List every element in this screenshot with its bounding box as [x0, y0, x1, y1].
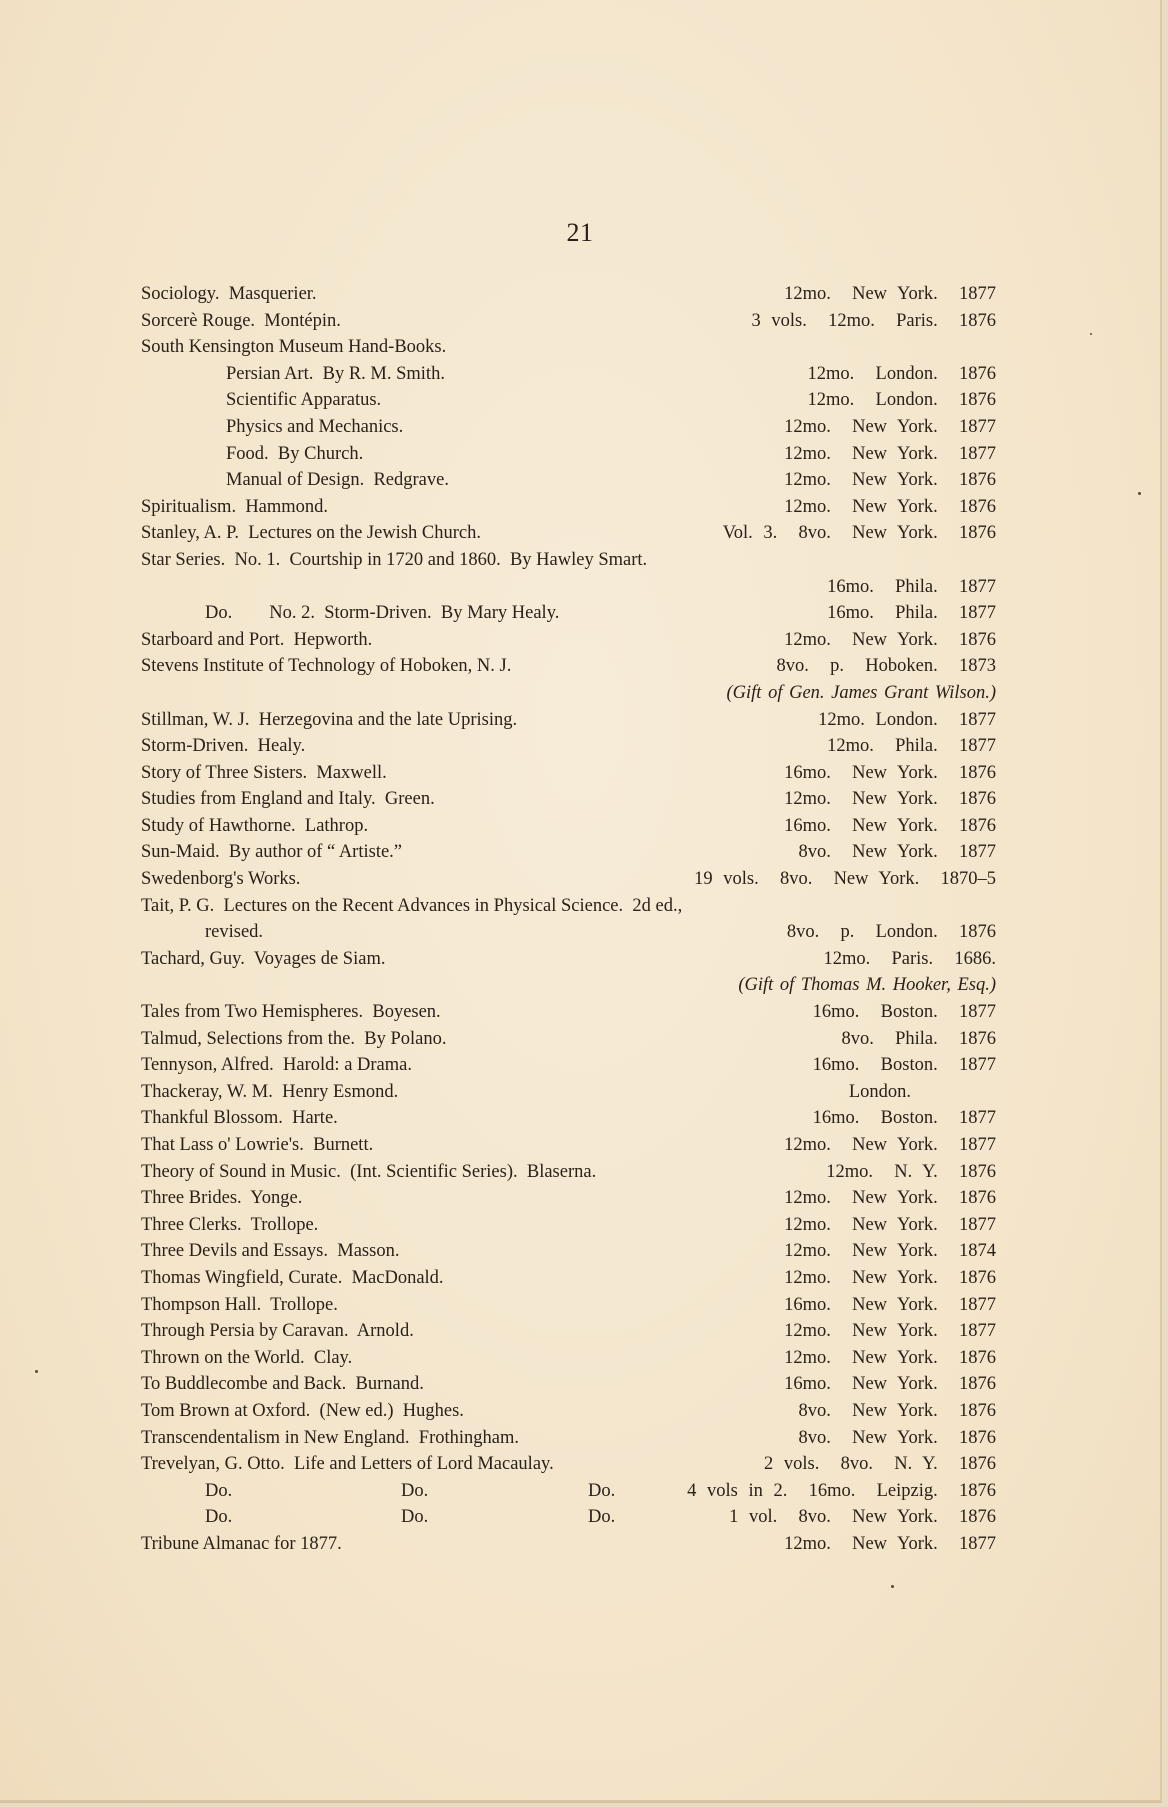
catalog-entry-row [141, 999, 996, 1026]
entry-title: Tribune Almanac for 1877. [141, 1533, 342, 1554]
entry-title: Thackeray, W. M. Henry Esmond. [141, 1081, 399, 1102]
entry-title: Trevelyan, G. Otto. Life and Letters of Lord Macaulay. [141, 1454, 554, 1475]
gift-note: (Gift of Gen. James Grant Wilson.) [726, 682, 996, 703]
entry-title: Study of Hawthorne. Lathrop. [141, 815, 369, 836]
entry-imprint: 12mo. New York. 1874 [784, 1241, 996, 1262]
entry-title: Do. No. 2. Storm-Driven. By Mary Healy. [205, 603, 560, 624]
catalog-entry-row [141, 866, 996, 893]
entry-title: Stanley, A. P. Lectures on the Jewish Church. [141, 523, 481, 544]
entry-imprint: 12mo. New York. 1876 [784, 629, 996, 650]
entry-title: Thompson Hall. Trollope. [141, 1294, 338, 1315]
gift-note-row [141, 680, 996, 707]
catalog-entry-row [141, 786, 996, 813]
catalog-entry-row [141, 839, 996, 866]
entry-imprint: 12mo. New York. 1876 [784, 1347, 996, 1368]
catalog-entry-row [141, 1531, 996, 1558]
paper-speck [1090, 333, 1092, 335]
entry-title: Thankful Blossom. Harte. [141, 1108, 338, 1129]
entry-imprint: 12mo. London. 1876 [807, 363, 996, 384]
entry-imprint: 16mo. Boston. 1877 [812, 1108, 996, 1129]
catalog-entry-row [141, 1105, 996, 1132]
catalog-entry-row [141, 441, 996, 468]
entry-title: South Kensington Museum Hand-Books. [141, 337, 447, 358]
entry-imprint: 12mo. New York. 1877 [784, 1533, 996, 1554]
entry-title: Sociology. Masquerier. [141, 284, 317, 304]
ditto-mark: Do. [205, 1480, 233, 1501]
entry-imprint: 1 vol. 8vo. New York. 1876 [729, 1507, 996, 1528]
catalog-entry-row [141, 1132, 996, 1159]
catalog-entry-row [141, 308, 996, 335]
entry-imprint: 16mo. Boston. 1877 [812, 1055, 996, 1076]
catalog-entry-row [141, 893, 996, 920]
catalog-entry-row [141, 1425, 996, 1452]
entry-title: Tait, P. G. Lectures on the Recent Advances in Physical Science. 2d ed., [141, 895, 683, 916]
ditto-mark: Do. [588, 1507, 616, 1528]
entry-imprint: 8vo. New York. 1876 [798, 1427, 996, 1448]
catalog-entry-row [141, 919, 996, 946]
entry-title: Studies from England and Italy. Green. [141, 789, 435, 810]
entry-title: Talmud, Selections from the. By Polano. [141, 1028, 447, 1049]
entry-title: Tachard, Guy. Voyages de Siam. [141, 948, 386, 969]
entry-imprint: 8vo. p. Hoboken. 1873 [776, 656, 996, 677]
entry-imprint: Vol. 3. 8vo. New York. 1876 [722, 523, 996, 544]
paper-speck [1138, 492, 1141, 495]
entry-imprint: 12mo. N. Y. 1876 [826, 1161, 996, 1182]
entry-title: Three Clerks. Trollope. [141, 1214, 319, 1235]
entry-imprint: 12mo. New York. 1876 [784, 496, 996, 517]
catalog-entry-row [141, 1265, 996, 1292]
catalog-entry-row [141, 1079, 996, 1106]
entry-title: Storm-Driven. Healy. [141, 736, 306, 757]
catalog-entry-row [141, 1052, 996, 1079]
ditto-mark: Do. [401, 1480, 429, 1501]
catalog-entry-row [141, 1026, 996, 1053]
entry-imprint: 12mo. Phila. 1877 [827, 736, 996, 757]
catalog-entry-row [141, 1185, 996, 1212]
entry-title: Stillman, W. J. Herzegovina and the late Uprising. [141, 709, 518, 730]
catalog-entry-row [141, 1451, 996, 1478]
catalog-entry-row [141, 653, 996, 680]
entry-title: Food. By Church. [226, 443, 364, 464]
entry-title: Thomas Wingfield, Curate. MacDonald. [141, 1267, 444, 1288]
catalog-entry-row [141, 760, 996, 787]
entry-imprint: London. [848, 1081, 996, 1102]
catalog-entry-row [141, 1318, 996, 1345]
ditto-mark: Do. [205, 1507, 233, 1528]
entry-imprint: 12mo. New York. 1877 [784, 1321, 996, 1342]
entry-title: Manual of Design. Redgrave. [226, 470, 449, 491]
catalog-entry-list [141, 281, 996, 1558]
entry-title: Tales from Two Hemispheres. Boyesen. [141, 1002, 441, 1023]
catalog-entry-row [141, 1159, 996, 1186]
paper-speck [891, 1585, 894, 1588]
entry-imprint: 3 vols. 12mo. Paris. 1876 [751, 310, 996, 331]
entry-title: Starboard and Port. Hepworth. [141, 629, 373, 650]
entry-imprint: 8vo. New York. 1877 [798, 842, 996, 863]
catalog-entry-row [141, 1398, 996, 1425]
catalog-entry-row [141, 600, 996, 627]
entry-imprint: 16mo. Phila. 1877 [827, 603, 996, 624]
entry-title: Theory of Sound in Music. (Int. Scientific Series). Blaserna. [141, 1161, 597, 1182]
ditto-group [141, 1504, 615, 1531]
entry-imprint: 19 vols. 8vo. New York. 1870–5 [694, 869, 996, 890]
catalog-entry-row [141, 707, 996, 734]
catalog-entry-row [141, 387, 996, 414]
catalog-entry-row [141, 1345, 996, 1372]
entry-title: Stevens Institute of Technology of Hoboken, N. J. [141, 656, 512, 677]
entry-imprint: 12mo. New York. 1877 [784, 416, 996, 437]
entry-imprint: 4 vols in 2. 16mo. Leipzig. 1876 [687, 1480, 996, 1501]
catalog-entry-row [141, 813, 996, 840]
entry-title: Through Persia by Caravan. Arnold. [141, 1321, 414, 1342]
entry-imprint: 12mo. New York. 1876 [784, 470, 996, 491]
entry-title: Tom Brown at Oxford. (New ed.) Hughes. [141, 1400, 464, 1421]
catalog-entry-row [141, 1238, 996, 1265]
entry-imprint: 8vo. New York. 1876 [798, 1400, 996, 1421]
entry-title: Transcendentalism in New England. Frothingham. [141, 1427, 520, 1448]
catalog-entry-row [141, 547, 996, 574]
catalog-entry-row [141, 414, 996, 441]
entry-title: Thrown on the World. Clay. [141, 1347, 353, 1368]
catalog-entry-row [141, 494, 996, 521]
entry-imprint: 12mo. New York. 1877 [784, 443, 996, 464]
catalog-entry-row [141, 1504, 996, 1531]
entry-title: That Lass o' Lowrie's. Burnett. [141, 1135, 374, 1155]
paper-speck [35, 1370, 38, 1373]
entry-imprint: 12mo. Paris. 1686. [823, 948, 996, 969]
entry-imprint: 16mo. New York. 1876 [784, 1374, 996, 1395]
catalog-entry-row [141, 574, 996, 601]
entry-title: Scientific Apparatus. [226, 390, 382, 411]
entry-imprint: 12mo. New York. 1877 [784, 1135, 996, 1155]
entry-imprint: 8vo. p. London. 1876 [786, 922, 996, 943]
entry-title: Three Brides. Yonge. [141, 1188, 303, 1209]
entry-title: Sun-Maid. By author of “ Artiste.” [141, 842, 403, 863]
entry-imprint: 16mo. Phila. 1877 [827, 576, 996, 597]
entry-imprint: 12mo. New York. 1876 [784, 789, 996, 810]
entry-imprint: 12mo. London. 1876 [807, 390, 996, 411]
entry-title: Story of Three Sisters. Maxwell. [141, 762, 387, 783]
catalog-entry-row [141, 1212, 996, 1239]
gift-note: (Gift of Thomas M. Hooker, Esq.) [738, 975, 996, 996]
entry-imprint: 12mo. New York. 1876 [784, 1188, 996, 1209]
catalog-entry-row [141, 334, 996, 361]
entry-imprint: 12mo. New York. 1876 [784, 1267, 996, 1288]
entry-imprint: 16mo. New York. 1877 [784, 1294, 996, 1315]
gift-note-row [141, 972, 996, 999]
ditto-mark: Do. [588, 1480, 616, 1501]
entry-imprint: 12mo. New York. 1877 [784, 1214, 996, 1235]
catalog-entry-row [141, 520, 996, 547]
catalog-entry-row [141, 1292, 996, 1319]
entry-imprint: 16mo. Boston. 1877 [812, 1002, 996, 1023]
entry-imprint: 12mo. London. 1877 [818, 709, 996, 730]
entry-imprint: 12mo. New York. 1877 [784, 284, 996, 304]
catalog-entry-row [141, 1371, 996, 1398]
entry-imprint: 16mo. New York. 1876 [784, 815, 996, 836]
entry-title: Star Series. No. 1. Courtship in 1720 and 1860. By Hawley Smart. [141, 549, 648, 570]
entry-title: Persian Art. By R. M. Smith. [226, 363, 445, 384]
ditto-group [141, 1478, 615, 1505]
entry-imprint: 8vo. Phila. 1876 [841, 1028, 996, 1049]
ditto-mark: Do. [401, 1507, 429, 1528]
entry-title: Three Devils and Essays. Masson. [141, 1241, 400, 1262]
catalog-entry-row [141, 627, 996, 654]
entry-imprint: 16mo. New York. 1876 [784, 762, 996, 783]
entry-title: Spiritualism. Hammond. [141, 496, 329, 517]
catalog-entry-row [141, 1478, 996, 1505]
catalog-entry-row [141, 467, 996, 494]
catalog-entry-row [141, 946, 996, 973]
entry-title: To Buddlecombe and Back. Burnand. [141, 1374, 424, 1395]
entry-imprint: 2 vols. 8vo. N. Y. 1876 [764, 1454, 996, 1475]
entry-title: Sorcerè Rouge. Montépin. [141, 310, 341, 331]
catalog-entry-row [141, 361, 996, 388]
entry-title: Tennyson, Alfred. Harold: a Drama. [141, 1055, 412, 1076]
entry-title: revised. [205, 922, 264, 943]
catalog-entry-row [141, 281, 996, 308]
catalog-entry-row [141, 733, 996, 760]
page-number: 21 [566, 218, 594, 247]
entry-title: Physics and Mechanics. [226, 416, 404, 437]
entry-title: Swedenborg's Works. [141, 869, 301, 890]
